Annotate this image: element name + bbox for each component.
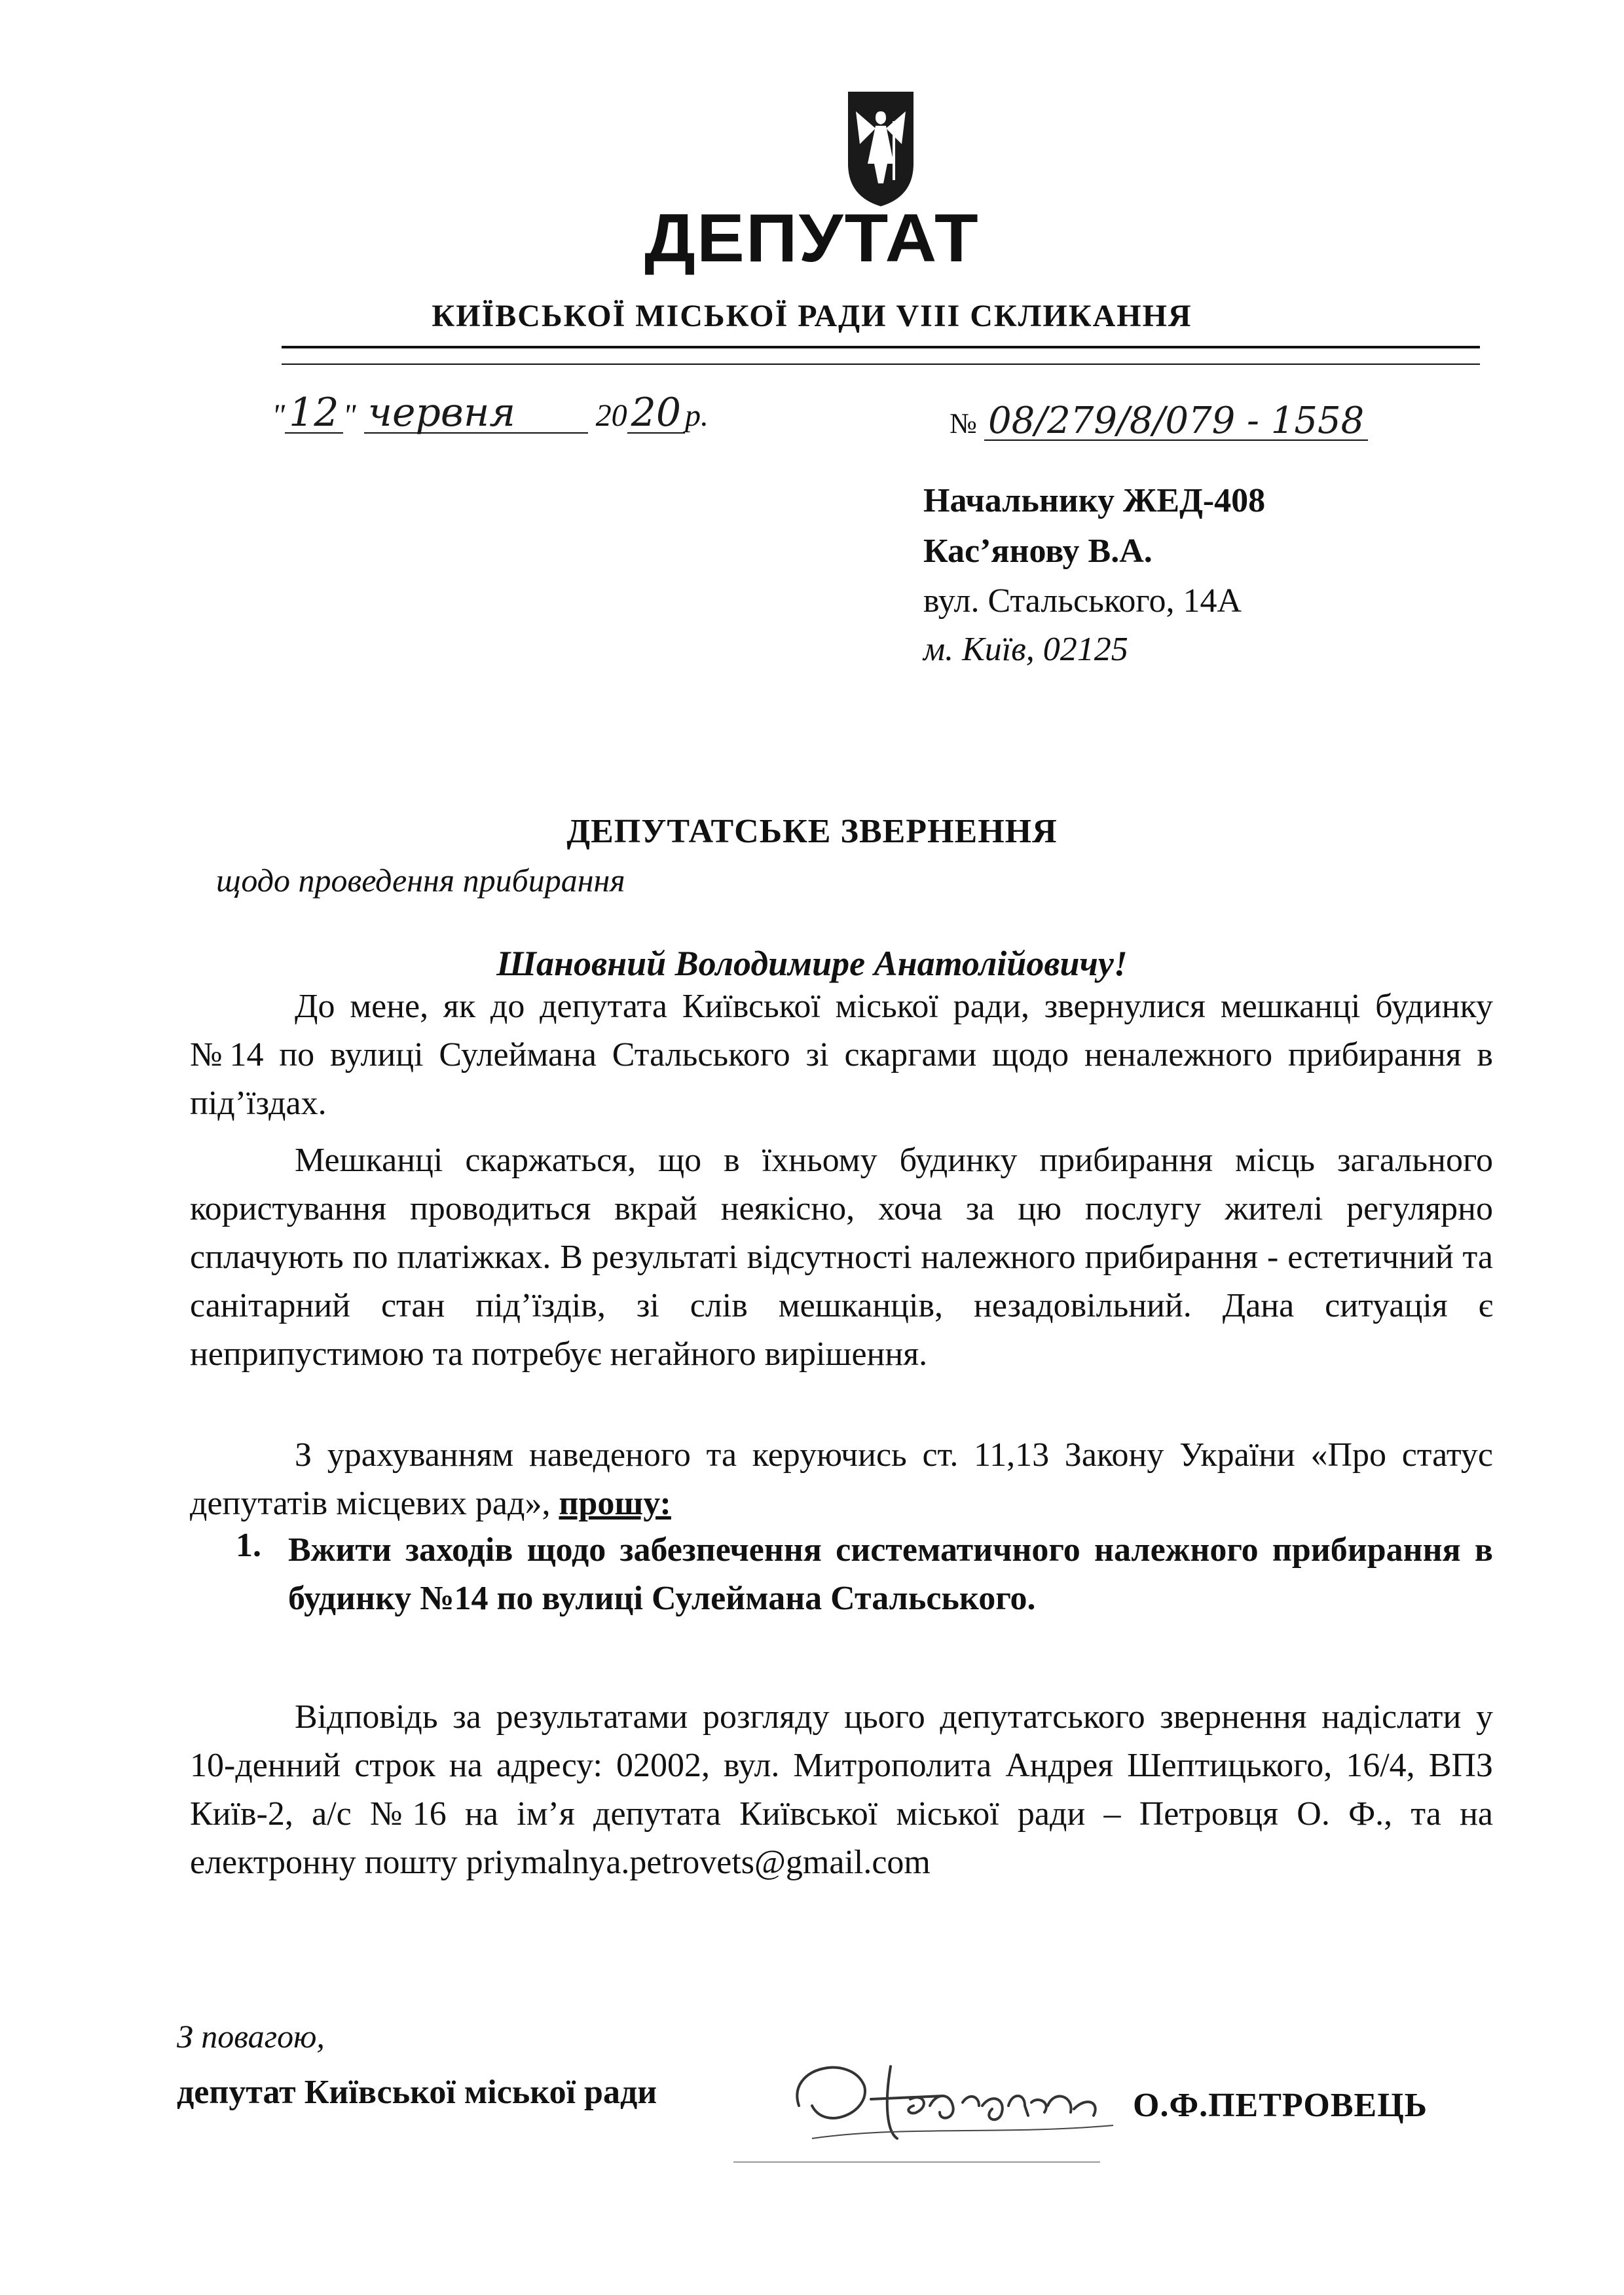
paragraph-4: Відповідь за результатами розгляду цього депутатського звернення надіслати у 10-денний строк на адресу: 02002, вул. Митрополита Андрея Шептицького, 16/4, ВПЗ Київ-2, а/с №16 на ім’я депутата Київської міської ради – Петровця О. Ф., та на електронну пошту priymalnya.petrovets@gmail.com	[190, 1698, 1493, 1881]
letterhead-rule	[282, 346, 1480, 348]
paragraph-1: До мене, як до депутата Київської міської ради, звернулися мешканці будинку №14 по вулиці Сулеймана Стальського зі скаргами щодо неналежного прибирання в під’їздах.	[190, 988, 1493, 1122]
recipient-city: м. Київ, 02125	[923, 631, 1128, 668]
signature-line	[733, 2161, 1100, 2163]
closing-phrase: З повагою,	[177, 2018, 325, 2055]
date-year-prefix: 20	[595, 398, 627, 433]
document-date: " 12 " червня 20 20 р.	[272, 390, 709, 436]
date-day: 12	[285, 393, 342, 434]
document-heading: ДЕПУТАТСЬКЕ ЗВЕРНЕННЯ	[566, 813, 1058, 850]
request-item-1: Вжити заходів щодо забезпечення систематичного належного прибирання в будинку №14 по вулиці Сулеймана Стальського.	[288, 1531, 1493, 1617]
letterhead-subtitle: КИЇВСЬКОЇ МІСЬКОЇ РАДИ VIII СКЛИКАННЯ	[432, 299, 1192, 333]
letterhead-title: ДЕПУТАТ	[644, 200, 980, 276]
reg-prefix: №	[950, 407, 977, 439]
paragraph-3	[190, 1431, 1493, 1528]
date-month: червня	[364, 393, 588, 434]
paragraph-2: Мешканці скаржаться, що в їхньому будинку прибирання місць загального користування проводиться вкрай неякісно, хоча за цю послугу жителі регулярно сплачують по платіжках. В результаті відсутності належного прибирання - естетичний та санітарний стан під’їздів, зі слів мешканців, незадовільний. Дана ситуація є неприпустимою та потребує негайного вирішення.	[190, 1142, 1493, 1373]
request-item-number: 1.	[236, 1527, 261, 1564]
date-year-suffix: 20	[627, 393, 685, 434]
request-word: прошу:	[559, 1485, 671, 1522]
letterhead-rule-thin	[282, 364, 1480, 365]
kyiv-coat-of-arms-icon	[841, 85, 920, 210]
document-subject: щодо проведення прибирання	[216, 862, 625, 899]
registration-number	[950, 400, 1368, 442]
greeting: Шановний Володимире Анатолійовичу!	[496, 944, 1128, 983]
recipient-name: Кас’янову В.А.	[923, 532, 1153, 570]
date-tail: р.	[685, 398, 709, 433]
recipient-street: вул. Стальського, 14А	[923, 582, 1242, 620]
handwritten-signature	[773, 2027, 1139, 2158]
recipient-title: Начальнику ЖЕД-408	[923, 482, 1266, 519]
signer-name: О.Ф.ПЕТРОВЕЦЬ	[1133, 2087, 1428, 2124]
paragraph-3-text: З урахуванням наведеного та керуючись ст. 11,13 Закону України «Про статус депутатів місцевих рад»,	[190, 1436, 1493, 1522]
reg-number: 08/279/8/079 - 1558	[984, 403, 1368, 441]
signer-position: депутат Київської міської ради	[177, 2074, 657, 2111]
